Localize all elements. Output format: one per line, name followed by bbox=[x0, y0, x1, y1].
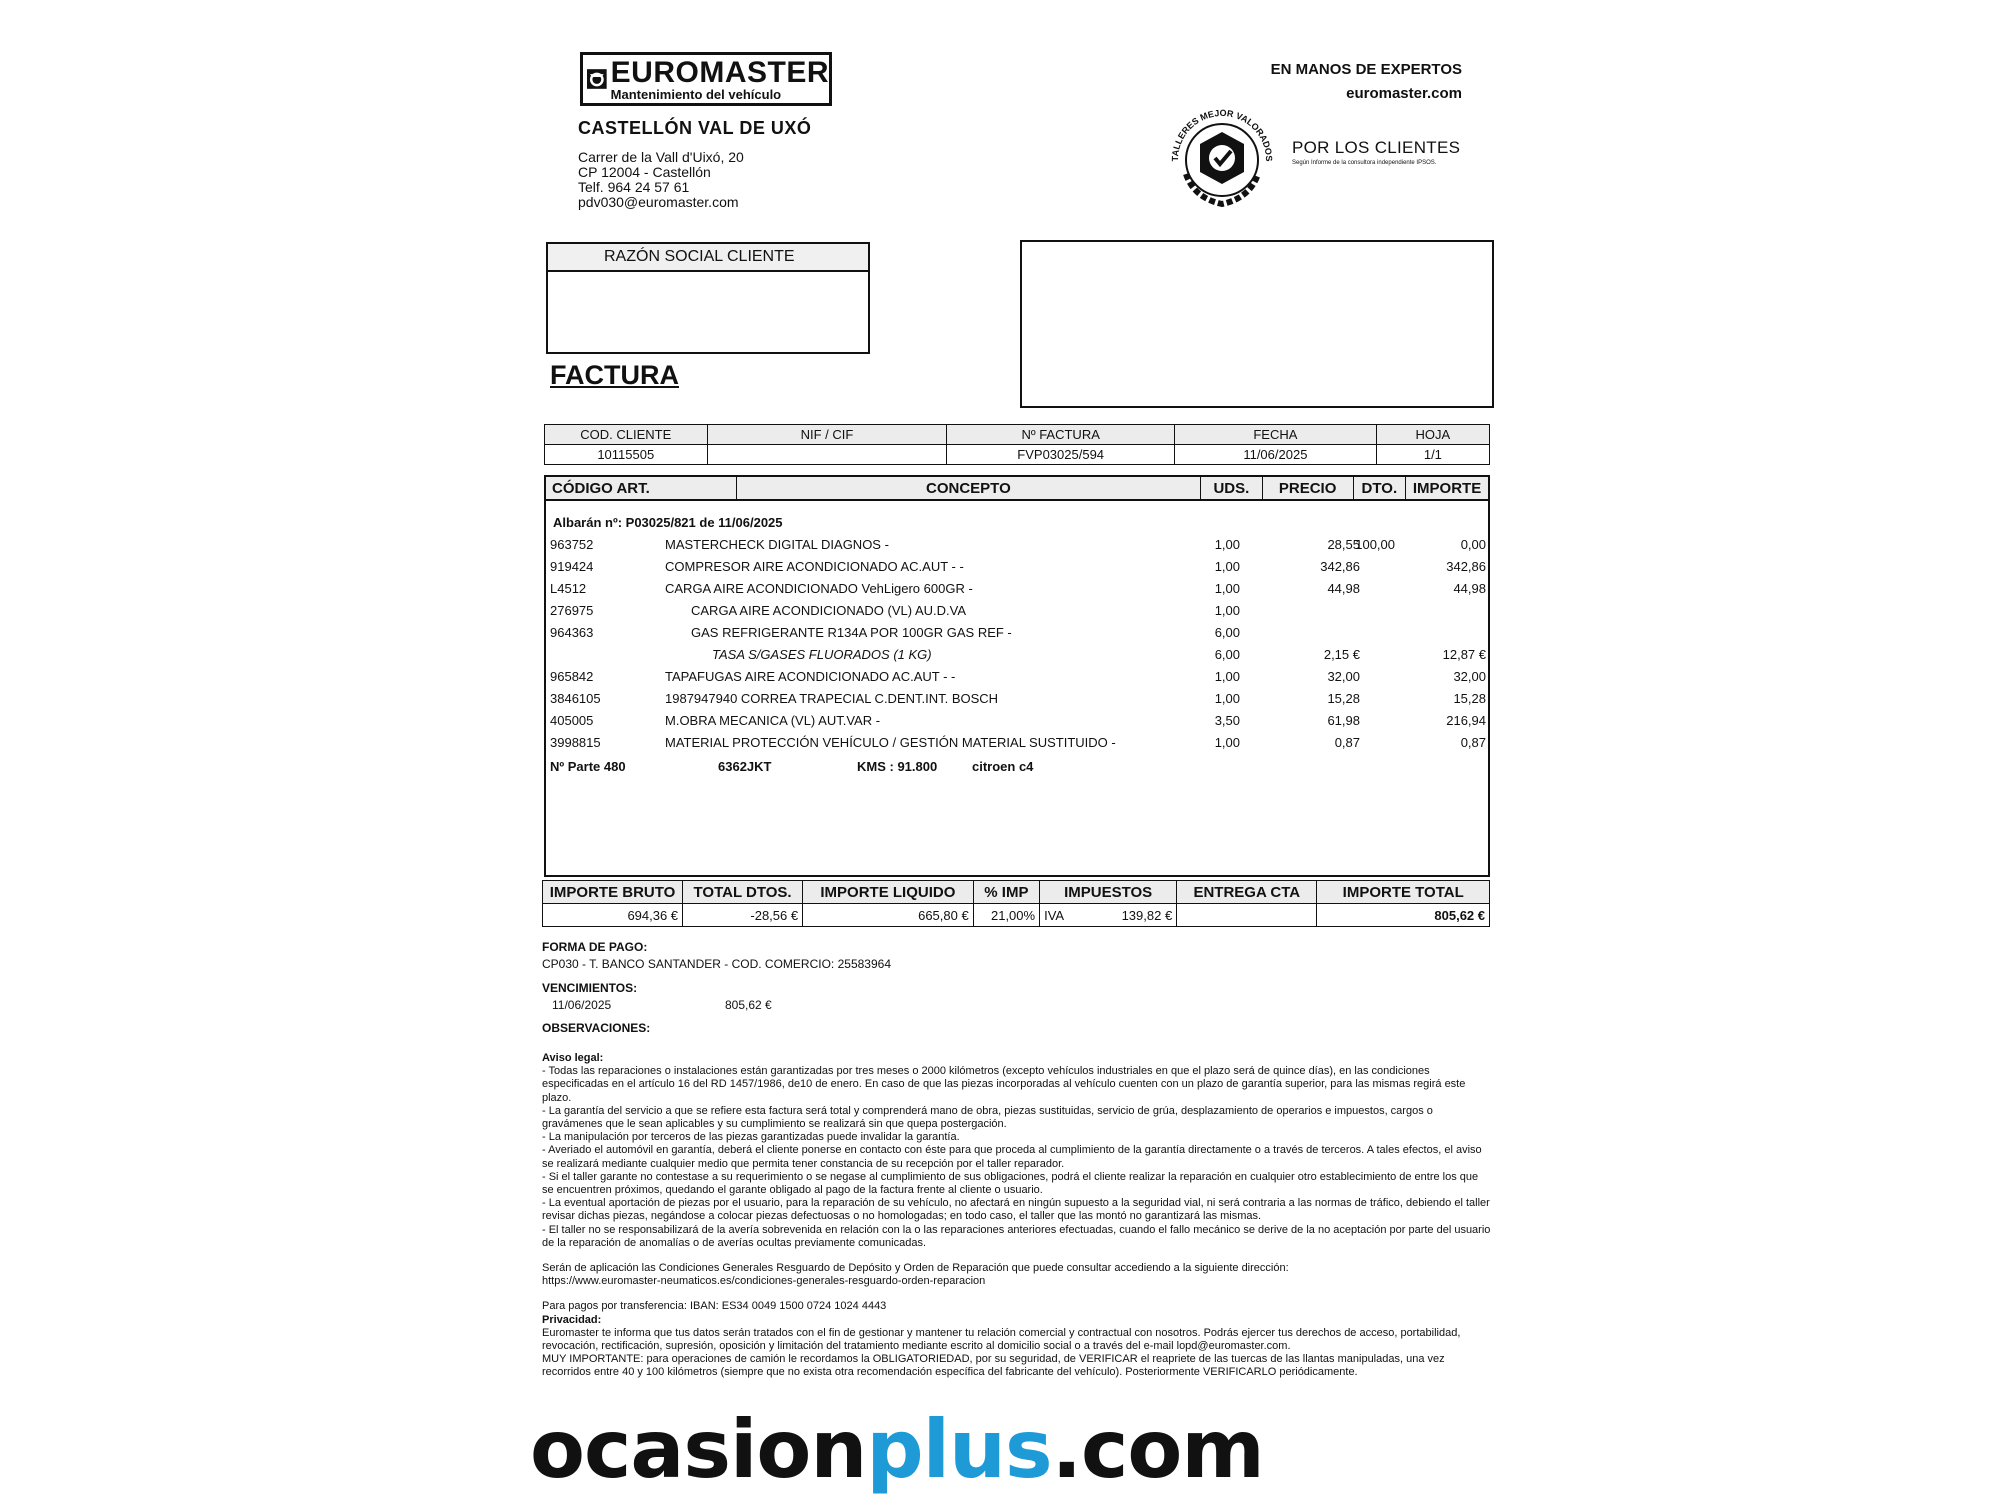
items-header-importe: IMPORTE bbox=[1406, 477, 1488, 500]
shop-address bbox=[578, 150, 744, 210]
award-badge-icon bbox=[1160, 102, 1284, 214]
albaran-line: Albarán nº: P03025/821 de 11/06/2025 bbox=[553, 515, 783, 530]
item-uds: 6,00 bbox=[1214, 625, 1240, 640]
due-amount: 805,62 € bbox=[725, 998, 772, 1012]
table-row bbox=[550, 647, 1486, 667]
tax-amount-cell bbox=[1040, 904, 1177, 927]
due-label: VENCIMIENTOS: bbox=[542, 981, 638, 995]
items-header-price: PRECIO bbox=[1262, 477, 1353, 500]
razon-social-label: RAZÓN SOCIAL CLIENTE bbox=[546, 242, 870, 272]
legal-paragraph: - Si el taller garante no contestase a su requerimiento o se negase al cumplimiento de sus obligaciones, podrá el cliente realizar la reparación en cualquier otro establecimiento de entre los que se encuentren próximos, quedando el garante obligado al pago de la factura frente al cliente o usuario. bbox=[542, 1170, 1479, 1197]
euromaster-logo bbox=[580, 52, 832, 106]
item-code: 919424 bbox=[550, 559, 594, 574]
important-notice: MUY IMPORTANTE: para operaciones de camión le recordamos la OBLIGATORIEDAD, por su seguridad, de VERIFICAR el reapriete de las tuercas de las llantas manipuladas, una vez recorridos entre 40 y 100 kilómetros (siempre que no exista otra recomendación específica del fabricante del vehículo). Posteriormente VERIFICARLO periódicamente. bbox=[542, 1353, 1445, 1379]
item-uds: 3,50 bbox=[1214, 713, 1240, 728]
kilometers: KMS : 91.800 bbox=[857, 759, 938, 774]
item-desc: GAS REFRIGERANTE R134A POR 100GR GAS REF - bbox=[691, 625, 1012, 640]
observations-label: OBSERVACIONES: bbox=[542, 1021, 651, 1035]
item-price: 61,98 bbox=[1327, 713, 1360, 728]
items-header-code: CÓDIGO ART. bbox=[546, 477, 736, 500]
item-uds: 1,00 bbox=[1214, 691, 1240, 706]
legal-paragraph: - La garantía del servicio a que se refiere esta factura será total y comprenderá mano de obra, piezas sustituidas, servicio de grúa, desplazamiento de operarios e impuestos, cargos o gravámenes que le sean aplicables y su cumplimiento se realizará sin que quepa postergación. bbox=[542, 1104, 1433, 1131]
item-uds: 1,00 bbox=[1214, 537, 1240, 552]
item-amount: 32,00 bbox=[1453, 669, 1486, 684]
conditions-url: https://www.euromaster-neumaticos.es/condiciones-generales-resguardo-orden-reparacion bbox=[542, 1275, 986, 1288]
table-row bbox=[550, 713, 1486, 733]
item-amount: 0,00 bbox=[1460, 537, 1486, 552]
badge-text: TALLERES MEJOR VALORADOS bbox=[1169, 107, 1275, 162]
item-uds: 1,00 bbox=[1214, 603, 1240, 618]
items-header-uds: UDS. bbox=[1201, 477, 1263, 500]
item-desc: CARGA AIRE ACONDICIONADO VehLigero 600GR - bbox=[665, 581, 973, 596]
payment-label: FORMA DE PAGO: bbox=[542, 940, 648, 954]
item-price: 342,86 bbox=[1320, 559, 1360, 574]
parte-number: Nº Parte 480 bbox=[550, 759, 626, 774]
license-plate: 6362JKT bbox=[718, 759, 772, 774]
importe-total: 805,62 € bbox=[1317, 904, 1490, 927]
totals-header: IMPORTE TOTAL bbox=[1317, 881, 1490, 904]
slogan: EN MANOS DE EXPERTOS bbox=[1270, 61, 1462, 78]
item-amount: 342,86 bbox=[1446, 559, 1486, 574]
legal-paragraph: - La manipulación por terceros de las piezas garantizadas puede invalidar la garantía. bbox=[542, 1131, 960, 1144]
totals-header: ENTREGA CTA bbox=[1177, 881, 1317, 904]
watermark-part: ocasion bbox=[530, 1403, 867, 1496]
legal-paragraph: - Todas las reparaciones o instalaciones están garantizadas por tres meses o 2000 kilómetros (excepto vehículos industriales en que el plazo será de quince días), en las condiciones especificadas en el artículo 16 del RD 1457/1986, de10 de enero. En caso de que las piezas incorporadas al vehículo cuenten con un plazo de garantía superior, para las mismas regirá este plazo. bbox=[542, 1065, 1466, 1104]
item-price: 15,28 bbox=[1327, 691, 1360, 706]
table-row bbox=[550, 691, 1486, 711]
item-uds: 1,00 bbox=[1214, 559, 1240, 574]
website: euromaster.com bbox=[1346, 85, 1462, 102]
vehicle-model: citroen c4 bbox=[972, 759, 1034, 774]
item-amount: 12,87 € bbox=[1442, 647, 1486, 662]
tax-type: IVA bbox=[1044, 907, 1065, 923]
address-line: pdv030@euromaster.com bbox=[578, 194, 739, 210]
totals-header: IMPORTE BRUTO bbox=[543, 881, 683, 904]
item-code: 276975 bbox=[550, 603, 594, 618]
item-price: 0,87 bbox=[1334, 735, 1360, 750]
table-row bbox=[550, 625, 1486, 645]
totals-header: IMPUESTOS bbox=[1040, 881, 1177, 904]
table-row bbox=[550, 581, 1486, 601]
item-code: 963752 bbox=[550, 537, 594, 552]
totals-table bbox=[542, 880, 1490, 927]
item-amount: 216,94 bbox=[1446, 713, 1486, 728]
invoice-info-table bbox=[544, 424, 1490, 465]
iban-line: Para pagos por transferencia: IBAN: ES34 0049 1500 0724 1024 4443 bbox=[542, 1300, 887, 1313]
privacy-text: Euromaster te informa que tus datos serán tratados con el fin de gestionar y mantener tu relación comercial y contractual con nosotros. Podrás ejercer tus derechos de acceso, portabilidad, revocación, rectificación, supresión, oposición y limitación del tratamiento mediante escrito al domicilio social o a través del e-mail lopd@euromaster.com. bbox=[542, 1326, 1461, 1353]
item-code: 965842 bbox=[550, 669, 594, 684]
table-row bbox=[550, 603, 1486, 623]
totals-header: TOTAL DTOS. bbox=[683, 881, 803, 904]
invoice-number: FVP03025/594 bbox=[947, 445, 1175, 465]
item-desc: 1987947940 CORREA TRAPECIAL C.DENT.INT. BOSCH bbox=[665, 691, 999, 706]
nif-cif bbox=[707, 445, 947, 465]
table-row bbox=[550, 735, 1486, 755]
importe-liquido: 665,80 € bbox=[803, 904, 974, 927]
items-header bbox=[546, 477, 1488, 501]
item-desc: MASTERCHECK DIGITAL DIAGNOS - bbox=[665, 537, 889, 552]
invoice-date: 11/06/2025 bbox=[1175, 445, 1377, 465]
client-code: 10115505 bbox=[545, 445, 708, 465]
item-uds: 1,00 bbox=[1214, 581, 1240, 596]
table-row bbox=[550, 537, 1486, 557]
clientes-title: POR LOS CLIENTES bbox=[1292, 138, 1461, 157]
tyre-logo-icon bbox=[587, 59, 607, 99]
importe-bruto: 694,36 € bbox=[543, 904, 683, 927]
legal-title: Aviso legal: bbox=[542, 1052, 604, 1064]
item-desc: COMPRESOR AIRE ACONDICIONADO AC.AUT - - bbox=[665, 559, 964, 574]
item-desc: TAPAFUGAS AIRE ACONDICIONADO AC.AUT - - bbox=[665, 669, 956, 684]
address-line: CP 12004 - Castellón bbox=[578, 164, 711, 180]
item-price: 44,98 bbox=[1327, 581, 1360, 596]
conditions-text: Serán de aplicación las Condiciones Generales Resguardo de Depósito y Orden de Reparación que puede consultar accediendo a la siguiente dirección: bbox=[542, 1262, 1289, 1275]
shop-name: CASTELLÓN VAL DE UXÓ bbox=[578, 118, 812, 138]
item-amount: 0,87 bbox=[1460, 735, 1486, 750]
item-desc: MATERIAL PROTECCIÓN VEHÍCULO / GESTIÓN MATERIAL SUSTITUIDO - bbox=[665, 735, 1116, 750]
vehicle-row bbox=[550, 759, 1486, 779]
logo-subtitle: Mantenimiento del vehículo bbox=[610, 86, 782, 102]
legal-paragraph: - El taller no se responsabilizará de la avería sobrevenida en relación con la o las reparaciones anteriores efectuadas, cuando el fallo mecánico se derive de la no aceptación por parte del usuario de la reparación de anomalías o de averías ocultas previamente comunicadas. bbox=[542, 1223, 1491, 1249]
due-date: 11/06/2025 bbox=[552, 998, 612, 1012]
item-amount: 44,98 bbox=[1453, 581, 1486, 596]
item-code: 3998815 bbox=[550, 735, 601, 750]
item-desc: TASA S/GASES FLUORADOS (1 KG) bbox=[712, 647, 932, 662]
document-title: FACTURA bbox=[550, 360, 679, 390]
table-row bbox=[550, 559, 1486, 579]
items-header-concept: CONCEPTO bbox=[736, 477, 1200, 500]
item-uds: 1,00 bbox=[1214, 669, 1240, 684]
slogan-block bbox=[1230, 58, 1462, 106]
legal-paragraph: - La eventual aportación de piezas por el usuario, para la reparación de su vehículo, no afectará en ningún supuesto a la seguridad vial, ni será contraria a las normas de tráfico, debiendo el taller revisar dichas piezas, negándose a colocar piezas defectuosas o no homologadas; en todo caso, el taller que las montó no garantizará las mismas. bbox=[542, 1197, 1490, 1223]
entrega-cta bbox=[1177, 904, 1317, 927]
item-uds: 1,00 bbox=[1214, 735, 1240, 750]
item-uds: 6,00 bbox=[1214, 647, 1240, 662]
address-line: Telf. 964 24 57 61 bbox=[578, 179, 690, 195]
info-header: FECHA bbox=[1175, 425, 1377, 445]
items-header-dto: DTO. bbox=[1353, 477, 1406, 500]
clientes-subtitle: Según Informe de la consultora independiente IPSOS. bbox=[1292, 160, 1437, 166]
legal-paragraph: - Averiado el automóvil en garantía, deberá el cliente ponerse en contacto con éste para que proceda al cumplimiento de la garantía directamente o a través de terceros. A tales efectos, el aviso se realizará mediante cualquier medio que permita tener constancia de su recepción por el taller reparador. bbox=[542, 1144, 1482, 1170]
payment-method: CP030 - T. BANCO SANTANDER - COD. COMERCIO: 25583964 bbox=[542, 957, 891, 971]
item-code: L4512 bbox=[550, 581, 587, 596]
sheet-number: 1/1 bbox=[1376, 445, 1489, 465]
item-code: 3846105 bbox=[550, 691, 601, 706]
watermark-part: plus bbox=[866, 1403, 1052, 1496]
item-desc: M.OBRA MECANICA (VL) AUT.VAR - bbox=[665, 713, 881, 728]
tax-amount: 139,82 € bbox=[1121, 907, 1173, 923]
address-line: Carrer de la Vall d'Uixó, 20 bbox=[578, 149, 744, 165]
tax-percent: 21,00% bbox=[973, 904, 1039, 927]
item-amount: 15,28 bbox=[1453, 691, 1486, 706]
item-desc: CARGA AIRE ACONDICIONADO (VL) AU.D.VA bbox=[691, 603, 966, 618]
item-price: 28,55 bbox=[1327, 537, 1360, 552]
item-price: 32,00 bbox=[1327, 669, 1360, 684]
info-header: Nº FACTURA bbox=[947, 425, 1175, 445]
item-code: 405005 bbox=[550, 713, 594, 728]
item-dto: 100,00 bbox=[1355, 537, 1395, 552]
legal-notice bbox=[542, 1052, 1492, 1380]
item-code: 964363 bbox=[550, 625, 594, 640]
logo-name: EUROMASTER bbox=[610, 55, 829, 89]
item-price: 2,15 € bbox=[1323, 647, 1360, 662]
totals-header: IMPORTE LIQUIDO bbox=[803, 881, 974, 904]
info-header: HOJA bbox=[1376, 425, 1489, 445]
address-box bbox=[1020, 240, 1494, 408]
totals-header: % IMP bbox=[973, 881, 1039, 904]
total-dtos: -28,56 € bbox=[683, 904, 803, 927]
ocasionplus-watermark bbox=[530, 1403, 1264, 1496]
info-header: NIF / CIF bbox=[707, 425, 947, 445]
privacy-title: Privacidad: bbox=[542, 1313, 602, 1326]
table-row bbox=[550, 669, 1486, 689]
info-header: COD. CLIENTE bbox=[545, 425, 708, 445]
watermark-part: .com bbox=[1051, 1403, 1264, 1496]
